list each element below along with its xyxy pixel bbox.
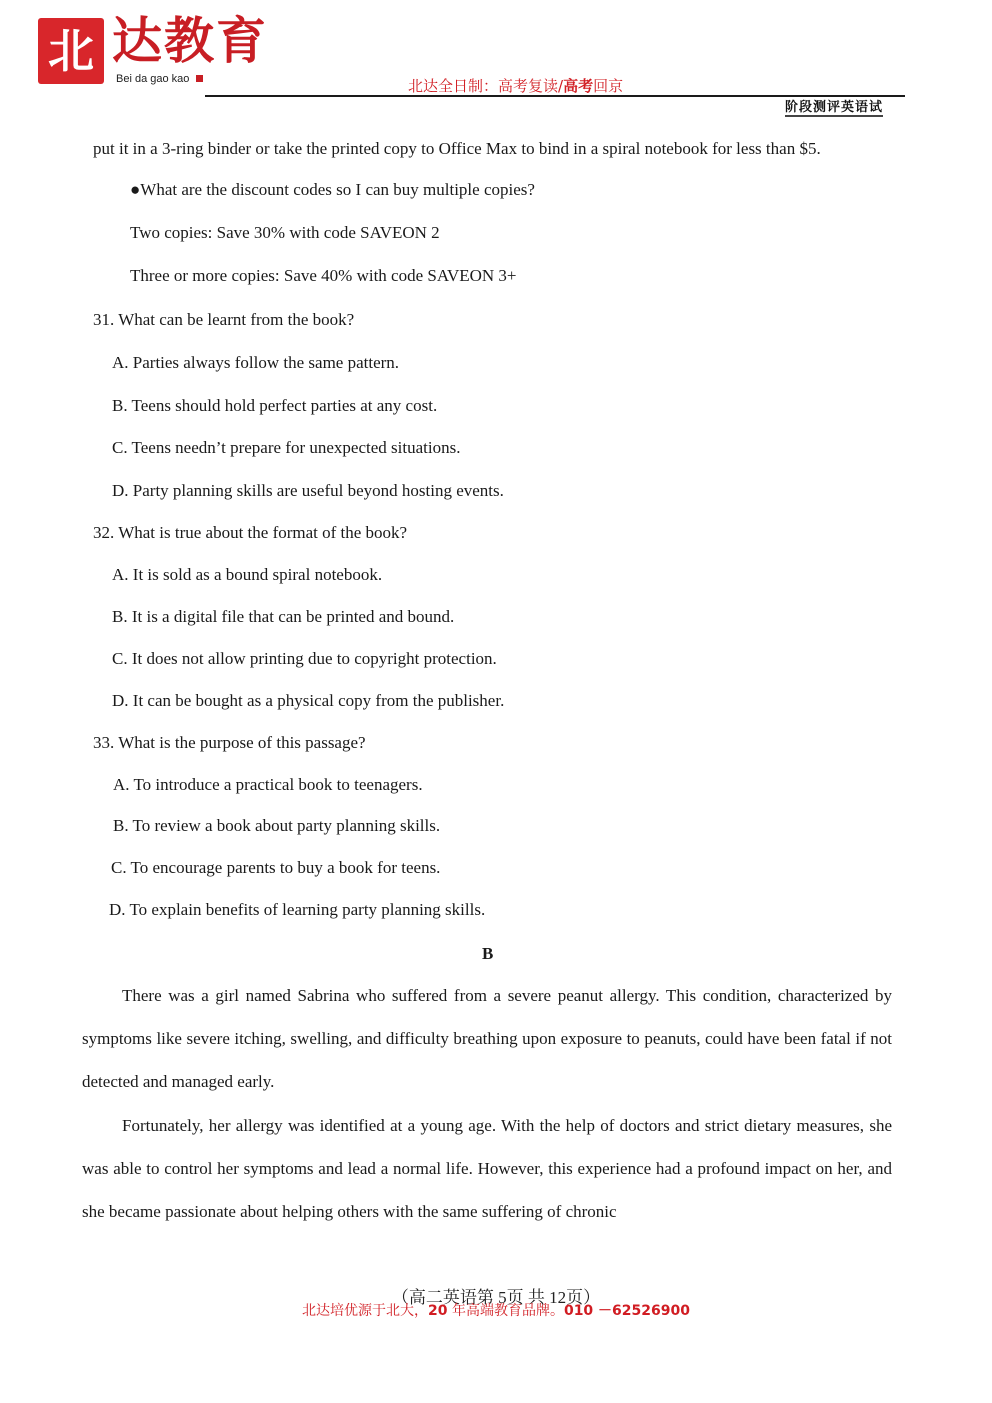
faq-answer-three: Three or more copies: Save 40% with code SAVEON 3+: [130, 266, 517, 285]
question-33-stem: 33. What is the purpose of this passage?: [93, 733, 366, 752]
question-33-option-d: D. To explain benefits of learning party planning skills.: [109, 900, 486, 919]
question-31-option-a: A. Parties always follow the same pattern.: [112, 353, 400, 372]
slogan-bold: 高考: [563, 77, 594, 95]
footer-ad-phone: 010 －62526900: [563, 1303, 690, 1319]
question-31-stem: 31. What can be learnt from the book?: [93, 310, 355, 329]
question-32-option-c: C. It does not allow printing due to copyright protection.: [112, 649, 497, 668]
question-31-option-b: B. Teens should hold perfect parties at any cost.: [112, 396, 438, 415]
question-33-option-a: A. To introduce a practical book to teenagers.: [113, 775, 423, 794]
faq-question: ●What are the discount codes so I can buy multiple copies?: [130, 180, 535, 199]
logo-square-icon: [196, 75, 203, 82]
logo-mark-text: 北: [48, 24, 94, 78]
question-32-stem: 32. What is true about the format of the book?: [93, 523, 408, 542]
footer-ad-text: 北达培优源于北大，: [302, 1303, 429, 1319]
slogan-suffix: 回京: [593, 77, 624, 95]
question-32-option-d: D. It can be bought as a physical copy from the publisher.: [112, 691, 505, 710]
question-31-option-c: C. Teens needn’t prepare for unexpected situations.: [112, 438, 461, 457]
question-31-option-d: D. Party planning skills are useful beyond hosting events.: [112, 481, 504, 500]
logo-subtitle: Bei da gao kao: [116, 73, 190, 85]
question-33-option-c: C. To encourage parents to buy a book for teens.: [111, 858, 441, 877]
footer-ad-years: 20: [428, 1303, 448, 1319]
logo-mark: [38, 18, 104, 84]
faq-answer-two: Two copies: Save 30% with code SAVEON 2: [130, 223, 440, 242]
header-exam-label: 阶段测评英语试: [785, 96, 883, 117]
question-32-option-a: A. It is sold as a bound spiral notebook.: [112, 565, 383, 584]
section-b-heading: B: [482, 944, 494, 963]
question-32-option-b: B. It is a digital file that can be printed and bound.: [112, 607, 455, 626]
footer-advertisement: [0, 1300, 992, 1320]
footer-page-number: （高二英语第 5页 共 12页）: [391, 1288, 601, 1307]
header-slogan: [408, 75, 623, 96]
slogan-prefix: 北达全日制：高考复读/: [408, 77, 564, 95]
section-b-paragraph-2: Fortunately, her allergy was identified at a young age. With the help of doctors and strict dietary measures, she was able to control her symptoms and lead a normal life. However, this experience had a profound impact on her, and she became passionate about helping others with the same suffering of chronic: [82, 1116, 892, 1221]
intro-line: put it in a 3-ring binder or take the printed copy to Office Max to bind in a spiral notebook for less than $5.: [93, 139, 821, 158]
logo-text: 达教育: [112, 11, 268, 70]
footer-ad-text-2: 年高端教育品牌。: [447, 1303, 564, 1319]
question-33-option-b: B. To review a book about party planning skills.: [113, 816, 441, 835]
section-b-paragraph-1: There was a girl named Sabrina who suffered from a severe peanut allergy. This condition, characterized by symptoms like severe itching, swelling, and difficulty breathing upon exposure to peanuts, could have been fatal if not detected and managed early.: [82, 986, 892, 1091]
